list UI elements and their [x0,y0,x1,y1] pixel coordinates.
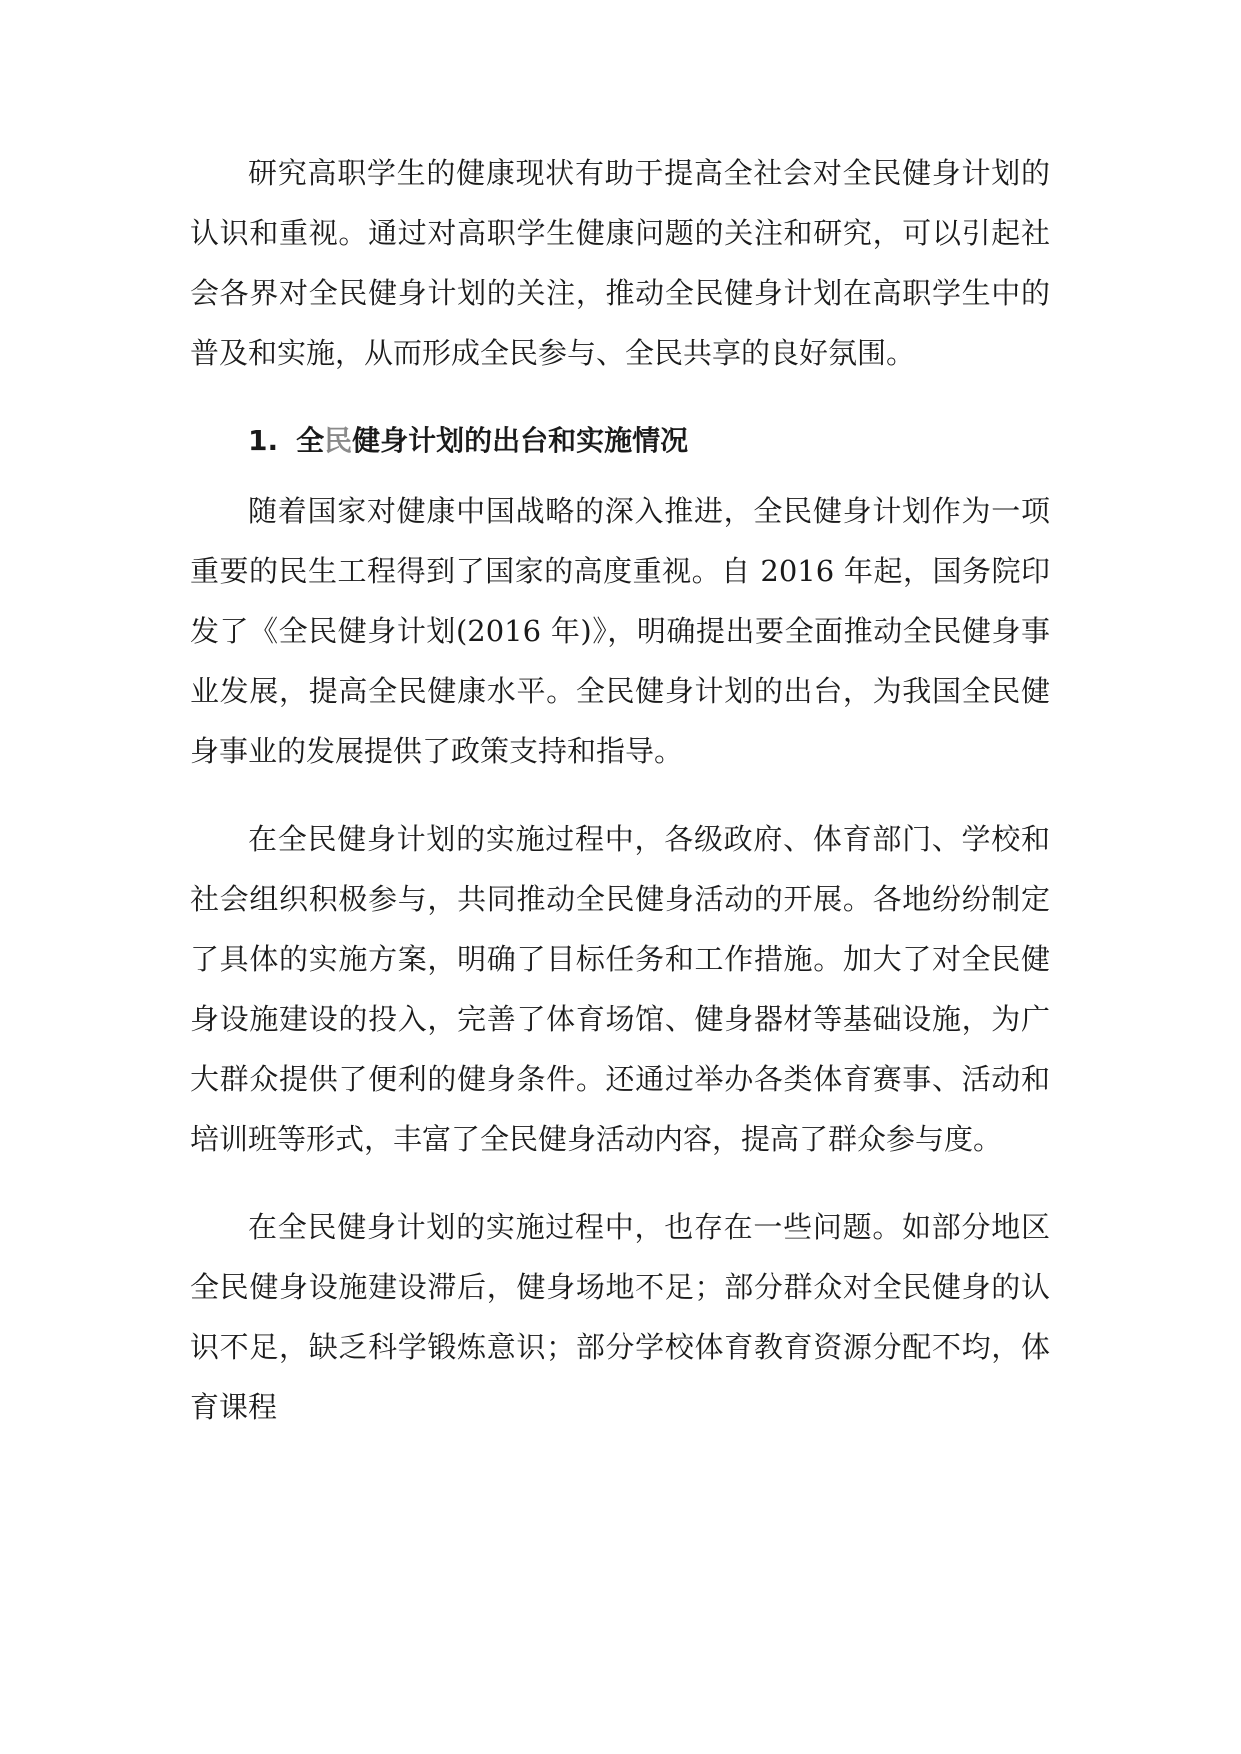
section-heading [190,411,1050,471]
document-body [190,143,1050,1437]
section-title-part-3: 健身计划的出台和实施情况 [352,424,689,457]
paragraph-body-2: 在全民健身计划的实施过程中，各级政府、体育部门、学校和社会组织积极参与，共同推动全民健身活动的开展。各地纷纷制定了具体的实施方案，明确了目标任务和工作措施。加大了对全民健身设施建设的投入，完善了体育场馆、健身器材等基础设施，为广大群众提供了便利的健身条件。还通过举办各类体育赛事、活动和培训班等形式，丰富了全民健身活动内容，提高了群众参与度。 [190,822,1050,1156]
paragraph-body-3: 在全民健身计划的实施过程中，也存在一些问题。如部分地区全民健身设施建设滞后，健身场地不足；部分群众对全民健身的认识不足，缺乏科学锻炼意识；部分学校体育教育资源分配不均，体育课程 [190,1210,1050,1424]
section-title-part-2: 民 [324,424,353,457]
paragraph-body-1: 随着国家对健康中国战略的深入推进，全民健身计划作为一项重要的民生工程得到了国家的高度重视。自 2016 年起，国务院印发了《全民健身计划(2016 年)》，明确提出要全面推动全民健身事业发展，提高全民健康水平。全民健身计划的出台，为我国全民健身事业的发展提供了政策支持和指导。 [190,494,1050,768]
section-number: 1. [248,424,279,457]
paragraph-intro: 研究高职学生的健康现状有助于提高全社会对全民健身计划的认识和重视。通过对高职学生健康问题的关注和研究，可以引起社会各界对全民健身计划的关注，推动全民健身计划在高职学生中的普及和实施，从而形成全民参与、全民共享的良好氛围。 [190,156,1050,370]
section-title-part-1: 全 [296,424,325,457]
